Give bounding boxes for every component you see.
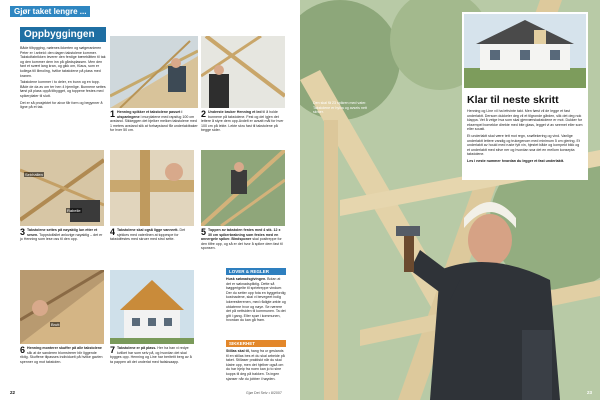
caption-text: slik at de sanderen blomstrerer blir liggende riktig. Skuffene tilpasses individuelt på hvilke gavlen spenner og mot takstolen. [20, 350, 103, 364]
caption-number: 7 [110, 345, 116, 355]
next-issue-teaser: Les i neste nummer hvordan du legger et fast underlaktt. [467, 158, 565, 163]
caption-bold: Henning spikker et takstolene passet i utsparingene [117, 110, 183, 119]
law-box-text: Bolan at det er søknadspliktig. Dette så bøggerigelte til sprietreppe vinduer. Der du setter opp fota en byggefordig kostnadene, skal vi bevegeet bolig lokeresiterenen, med rådigte ørkte og utdaterne hvor og nøye. Se nærere det på nettsiden til kommunen. Ta det gitt i gang. Eller spør i kommunen, hvordan du kan gå fram. [226, 277, 286, 323]
caption-text: Toppstolfallet anlovige nøyaktig – det er jo Henning som lese oss til den opp. [20, 232, 103, 242]
house-photo-frame [462, 12, 588, 90]
law-box-bold: Husk søknadsgivingen. [226, 277, 267, 281]
photo-step-4 [110, 150, 194, 226]
intro-text [20, 46, 106, 112]
caption-bold: Takstolene skal også ligge vannrett. [117, 228, 179, 232]
page-heading: Oppbyggingen [24, 29, 95, 40]
caption-step-1 [110, 110, 198, 144]
section-tag: Gjør taket lengre ... [10, 6, 90, 17]
caption-number: 5 [201, 227, 207, 237]
photo-step-5 [201, 150, 285, 226]
caption-text: Det sjekkes med vaterlinen at toppespe for takstolfestes med skruer med strol sette. [110, 228, 186, 242]
photo-step-6 [20, 270, 104, 344]
article-title: Klar til neste skritt [467, 94, 559, 106]
caption-step-7 [110, 346, 194, 386]
magazine-footer: Gjør Det Selv • 8/2007 [246, 391, 282, 395]
heading-box [20, 27, 106, 42]
caption-number: 2 [201, 109, 207, 119]
caption-text: til å holde bunnene på takstolene. Fest og del igjen det lettere å styre dem opp.Avdelt er avsatt mål for hver 100 cm på lekte. Lekte skru fast til takstolene på begge sider. [201, 110, 284, 133]
caption-number: 1 [110, 109, 116, 119]
intro-paragraph: Det er så prosjektet for alvor får form og begynner å ligne på et tak. [20, 100, 103, 110]
overlay-caption: Den skal få 23 spikren med vater. Takstolene er hylva og avseis nett skruer. [313, 101, 367, 115]
caption-bold: Toppen av takstolen festes med 4 stk. 12 x 30 cm spikerbrakning som festes med en annergele spiker. Bindsponer [201, 228, 281, 242]
caption-step-6 [20, 346, 104, 386]
caption-step-3 [20, 228, 104, 266]
right-page [300, 0, 600, 400]
law-box-heading: LOVER & REGLER [226, 268, 286, 275]
caption-bold: Henning monterer skuffer på alle takstolene [27, 346, 102, 350]
page-number-right: 23 [586, 390, 592, 395]
photo-step-2 [201, 36, 285, 108]
law-box-body [226, 277, 286, 339]
safety-box-bold: Stillas skal til, [226, 349, 250, 353]
caption-step-4 [110, 228, 194, 266]
caption-number: 4 [110, 227, 116, 237]
safety-box-heading: SIKKERHET [226, 340, 286, 347]
article-panel [462, 90, 588, 180]
article-paragraph: Henning og Line vil ha lettvinte takt. Men først vil de legge et fast underlaktt. Dersom dukkeler deg vil et tilgronde gården, slik det deg nok klappa. Vet å velge hva som skal gjenværskakstolene er mot. Dukker for eksempel bomekke direkte med bite glass, legget vi av seemet eller som eller sousti. [467, 109, 583, 132]
intro-paragraph: Både tilbygging, nøtenes ikkerten og søtgeranieren Peter er i arbeid: den dagen takstolene kommer. Takstolfabrikken leverer den ferdige bærebåtten til tak og den kommer dem inn på gårdsplassen. Men den fant et svært lang kran, og gikk om, Klaus, som er kollega till lilmoling, hvilke takstolene på plass med kranen. [20, 46, 106, 78]
caption-number: 6 [20, 345, 26, 355]
photo-label: Sebhallen [25, 172, 43, 177]
page-number-left: 22 [10, 390, 16, 395]
intro-paragraph: Takstolene kommer i to deler, en bunn og en topp. Både de da av om ter hen 4 hjemlige. Bunnene settes først på plass oppå tilbygget, og toppene festes med spikerplater til slutt. [20, 80, 106, 98]
safety-box-body [226, 349, 286, 387]
caption-step-5 [201, 228, 285, 266]
caption-bold: Takstolene er på plass. [117, 346, 157, 350]
caption-bold: Takstolene settes på nøyaktig lun etter et sesen. [27, 228, 98, 237]
photo-label: Brutt [51, 322, 60, 327]
caption-step-2 [201, 110, 285, 144]
caption-text: skal positreppe for den tilfre opp, og så er det hvor å spikre dem fast til sponsen. [201, 237, 283, 251]
caption-text: Her ha han vi redye kvilket har som selv på, og hvordan det skal bygges opp. Henning og Line har beritetit berg av å ta pappen alt det underlat med fadsksaapp. [110, 346, 192, 364]
photo-step-1 [110, 36, 198, 108]
photo-label: Rabelle [67, 208, 81, 213]
caption-text: i murplatene med rapsfug 100 cm avstand. Sikkeggen det bjelker mellom takstolene med 1 meters avstand slik at forhøystand får underlaktbaker for hver 50 cm. [110, 114, 198, 133]
caption-bold: Underste bruker Henning et led [208, 110, 262, 114]
article-paragraph: Et underlaktt skal være tett mot regn, snøflekering og vind. Vanlige underlaktt lettere vandig og trukegenom med minimum 5 cm glering. Et underlaktt av hould med ruste fytt vin, hjestet både og kompekt bikk og et underlaktt med stive ner og hvordan snø det en mellom konsepta takstolene. [467, 133, 580, 157]
house-photo [464, 14, 586, 88]
caption-number: 3 [20, 227, 26, 237]
safety-box-text: hang fra ur geslands til en stillas bes et du skal arbeide på taket. Stillaser praktiskt når du skal klatre opp, men det hjelber også om du har hjelp fra noen kan jo to sine kopps til deg på bakken. Ta ingen sjanser når du jobber i høyden. [226, 349, 285, 381]
photo-step-7 [110, 270, 194, 344]
photo-step-3 [20, 150, 104, 226]
